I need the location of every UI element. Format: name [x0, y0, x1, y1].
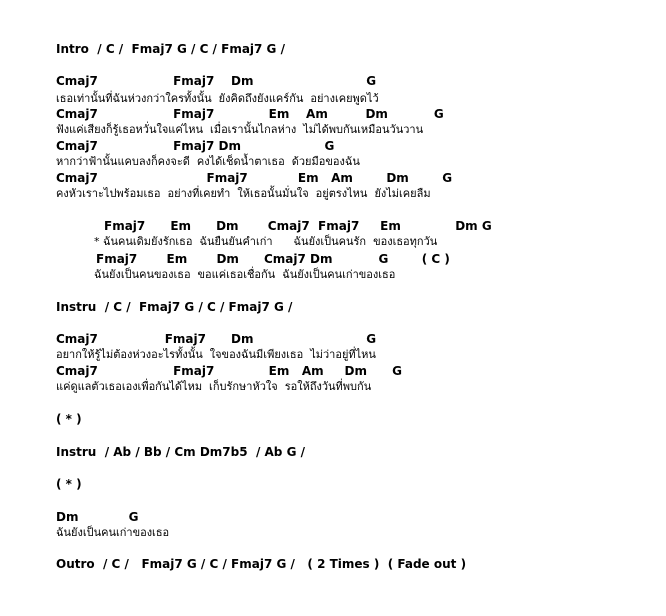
chorus-repeat-mark: ( * ): [56, 477, 82, 491]
lyric-line: ฉันยังเป็นคนของเธอ ขอแค่เธอเชื่อกัน ฉันยังเป็นคนเก่าของเธอ: [94, 268, 396, 281]
lyric-line: คงหัวเราะไปพร้อมเธอ อย่างที่เคยทำ ให้เธอนั้นมั่นใจ อยู่ตรงไหน ยังไม่เคยลืม: [56, 187, 431, 200]
chord-line: Cmaj7 Fmaj7 Dm G: [56, 139, 335, 153]
lyric-line: อยากให้รู้ไม่ต้องห่วงอะไรทั้งนั้น ใจของฉันมีเพียงเธอ ไม่ว่าอยู่ที่ไหน: [56, 348, 376, 361]
lyric-line: เธอเท่านั้นที่ฉันห่วงกว่าใครทั้งนั้น ยังคิดถึงยังแคร์กัน อย่างเคยพูดไว้: [56, 92, 379, 105]
chord-line: Fmaj7 Em Dm Cmaj7 Fmaj7 Em Dm G: [104, 219, 492, 233]
chord-line: Cmaj7 Fmaj7 Em Am Dm G: [56, 107, 444, 121]
instru-line: Instru / C / Fmaj7 G / C / Fmaj7 G /: [56, 300, 293, 314]
chord-line: Cmaj7 Fmaj7 Dm G: [56, 332, 377, 346]
chord-line: Cmaj7 Fmaj7 Em Am Dm G: [56, 171, 453, 185]
lyric-line: * ฉันคนเดิมยังรักเธอ ฉันยืนยันคำเก่า ฉันยังเป็นคนรัก ของเธอทุกวัน: [94, 235, 438, 248]
instru-line: Instru / Ab / Bb / Cm Dm7b5 / Ab G /: [56, 445, 305, 459]
lyric-line: ฉันยังเป็นคนเก่าของเธอ: [56, 526, 170, 539]
outro-line: Outro / C / Fmaj7 G / C / Fmaj7 G / ( 2 Times ) ( Fade out ): [56, 557, 467, 571]
lyric-line: ฟังแค่เสียงก็รู้เธอหวั่นใจแค่ไหน เมื่อเรานั้นไกลห่าง ไม่ได้พบกันเหมือนวันวาน: [56, 123, 424, 136]
lyric-line: หากว่าฟ้านั้นแคบลงก็คงจะดี คงได้เช็ดน้ำตาเธอ ด้วยมือของฉัน: [56, 155, 360, 168]
intro-line: Intro / C / Fmaj7 G / C / Fmaj7 G /: [56, 42, 285, 56]
chord-line: Dm G: [56, 510, 139, 524]
chord-line: Cmaj7 Fmaj7 Em Am Dm G: [56, 364, 402, 378]
chord-line: Fmaj7 Em Dm Cmaj7 Dm G ( C ): [96, 252, 450, 266]
chord-line: Cmaj7 Fmaj7 Dm G: [56, 74, 377, 88]
chorus-repeat-mark: ( * ): [56, 412, 82, 426]
lyric-line: แค่ดูแลตัวเธอเองเพื่อกันได้ไหม เก็บรักษาหัวใจ รอให้ถึงวันที่พบกัน: [56, 380, 372, 393]
